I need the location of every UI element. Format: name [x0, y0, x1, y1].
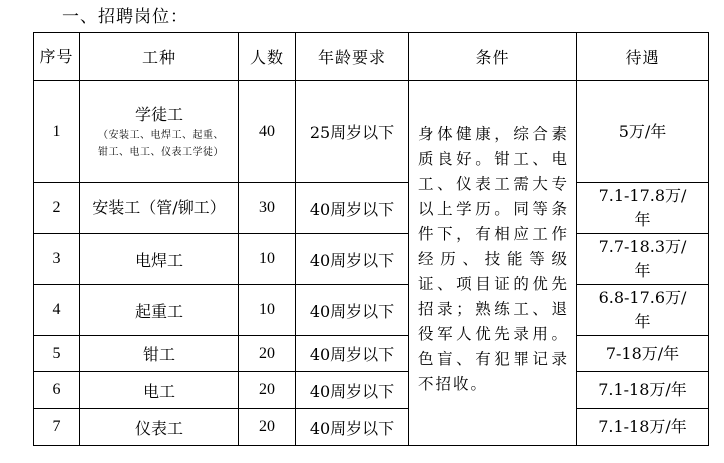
table-row — [34, 81, 709, 183]
cell-wage: 5万/年 — [577, 81, 709, 183]
header-age: 年龄要求 — [296, 33, 409, 81]
header-job: 工种 — [80, 33, 239, 81]
cell-count: 30 — [239, 183, 296, 234]
cell-count: 20 — [239, 336, 296, 372]
cell-job: 起重工 — [80, 285, 239, 336]
table-row — [34, 409, 709, 446]
cell-job: 钳工 — [80, 336, 239, 372]
table-row — [34, 372, 709, 409]
cell-age: 25周岁以下 — [296, 81, 409, 183]
condition-text: 身体健康，综合素质良好。钳工、电工、仪表工需大专以上学历。同等条件下，有相应工作经历、技能等级证、项目证的优先招录；熟练工、退役军人优先录用。色盲、有犯罪记录不招收。 — [418, 125, 569, 393]
recruitment-table — [33, 32, 709, 446]
table-row — [34, 336, 709, 372]
cell-seq: 2 — [34, 183, 80, 234]
cell-count: 10 — [239, 285, 296, 336]
cell-seq: 3 — [34, 234, 80, 285]
cell-condition — [409, 81, 577, 446]
table-header-row — [34, 33, 709, 81]
cell-age: 40周岁以下 — [296, 409, 409, 446]
header-seq: 序号 — [34, 33, 80, 81]
table-row — [34, 183, 709, 234]
cell-wage: 6.8-17.6万/年 — [577, 285, 709, 336]
cell-count: 20 — [239, 372, 296, 409]
cell-seq: 1 — [34, 81, 80, 183]
cell-count: 20 — [239, 409, 296, 446]
cell-age: 40周岁以下 — [296, 183, 409, 234]
header-condition: 条件 — [409, 33, 577, 81]
cell-seq: 7 — [34, 409, 80, 446]
cell-job: 仪表工 — [80, 409, 239, 446]
cell-wage: 7.1-18万/年 — [577, 409, 709, 446]
cell-wage: 7-18万/年 — [577, 336, 709, 372]
job-title: 学徒工 — [134, 104, 183, 124]
cell-seq: 5 — [34, 336, 80, 372]
cell-seq: 6 — [34, 372, 80, 409]
cell-wage: 7.7-18.3万/年 — [577, 234, 709, 285]
cell-age: 40周岁以下 — [296, 336, 409, 372]
cell-wage: 7.1-17.8万/年 — [577, 183, 709, 234]
cell-age: 40周岁以下 — [296, 372, 409, 409]
table-row — [34, 285, 709, 336]
section-heading: 一、招聘岗位： — [62, 7, 188, 27]
table-row — [34, 234, 709, 285]
header-wage: 待遇 — [577, 33, 709, 81]
header-count: 人数 — [239, 33, 296, 81]
cell-wage: 7.1-18万/年 — [577, 372, 709, 409]
cell-age: 40周岁以下 — [296, 234, 409, 285]
cell-job — [80, 81, 239, 183]
cell-job: 安装工（管/铆工） — [80, 183, 239, 234]
cell-seq: 4 — [34, 285, 80, 336]
cell-count: 10 — [239, 234, 296, 285]
cell-count: 40 — [239, 81, 296, 183]
cell-job: 电工 — [80, 372, 239, 409]
cell-job: 电焊工 — [80, 234, 239, 285]
cell-age: 40周岁以下 — [296, 285, 409, 336]
job-note: （安装工、电焊工、起重、钳工、电工、仪表工学徒） — [98, 129, 224, 158]
